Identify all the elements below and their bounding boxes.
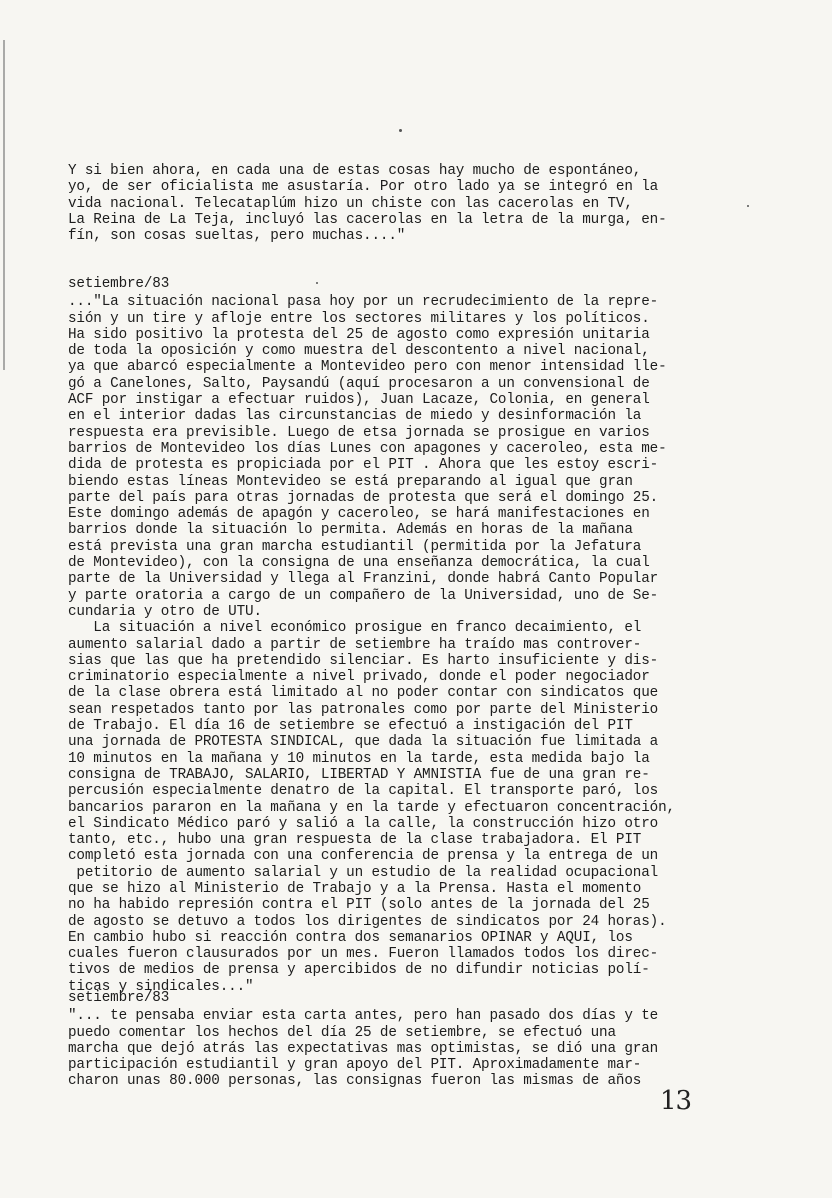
text-line: yo, de ser oficialista me asustaría. Por otro lado ya se integró en la — [68, 179, 659, 196]
text-line: petitorio de aumento salarial y un estudio de la realidad ocupacional — [68, 864, 659, 881]
text-line: de toda la oposición y como muestra del descontento a nivel nacional, — [68, 343, 650, 360]
text-line: puedo comentar los hechos del día 25 de setiembre, se efectuó una — [68, 1024, 616, 1041]
letter-date-heading: setiembre/83 — [68, 276, 170, 292]
text-line: "... te pensaba enviar esta carta antes, pero han pasado dos días y te — [68, 1008, 659, 1025]
text-line: parte de la Universidad y llega al Franzini, donde habrá Canto Popular — [68, 571, 659, 588]
text-line: de la clase obrera está limitado al no poder contar con sindicatos que — [68, 685, 659, 702]
text-line: biendo estas líneas Montevideo se está preparando al igual que gran — [68, 473, 633, 490]
letter-setiembre-1 — [68, 276, 720, 995]
text-line: completó esta jornada con una conferencia de prensa y la entrega de un — [68, 848, 659, 865]
text-line: tivos de medios de prensa y apercibidos de no difundir noticias polí- — [68, 962, 650, 979]
text-line: ACF por instigar a efectuar ruidos), Juan Lacaze, Colonia, en general — [68, 392, 650, 409]
text-line: barrios de Montevideo los días Lunes con apagones y caceroleo, esta me- — [68, 440, 667, 457]
letter-setiembre-2 — [68, 990, 720, 1090]
text-line: de Trabajo. El día 16 de setiembre se efectuó a instigación del PIT — [68, 718, 633, 735]
binding-mark — [3, 40, 5, 370]
ink-speck — [399, 129, 402, 132]
text-line: En cambio hubo si reacción contra dos semanarios OPINAR y AQUI, los — [68, 929, 633, 946]
text-line: consigna de TRABAJO, SALARIO, LIBERTAD Y AMNISTIA fue de una gran re- — [68, 766, 650, 783]
text-line: parte del país para otras jornadas de protesta que será el domingo 25. — [68, 489, 659, 506]
text-line: participación estudiantil y gran apoyo del PIT. Aproximadamente mar- — [68, 1057, 642, 1074]
text-line: marcha que dejó atrás las expectativas mas optimistas, se dió una gran — [68, 1040, 659, 1057]
text-line: criminatorio especialmente a nivel privado, donde el poder negociador — [68, 669, 650, 686]
text-line: dida de protesta es propiciada por el PIT . Ahora que les estoy escri- — [68, 457, 659, 474]
text-line: fín, son cosas sueltas, pero muchas...." — [68, 228, 406, 245]
text-line: y parte oratoria a cargo de un compañero de la Universidad, uno de Se- — [68, 587, 659, 604]
letter-date-heading: setiembre/83 — [68, 990, 170, 1006]
text-line: una jornada de PROTESTA SINDICAL, que dada la situación fue limitada a — [68, 734, 659, 751]
page-number: 13 — [660, 1086, 692, 1116]
letter-body — [68, 1008, 720, 1089]
text-line: tanto, etc., hubo una gran respuesta de la clase trabajadora. El PIT — [68, 832, 642, 849]
text-line: que se hizo al Ministerio de Trabajo y a la Prensa. Hasta el momento — [68, 880, 642, 897]
text-line: no ha habido represión contra el PIT (solo antes de la jornada del 25 — [68, 897, 650, 914]
text-line: La situación a nivel económico prosigue en franco decaimiento, el — [68, 620, 642, 637]
text-line: La Reina de La Teja, incluyó las cacerolas en la letra de la murga, en- — [68, 211, 667, 228]
text-line: ..."La situación nacional pasa hoy por un recrudecimiento de la repre- — [68, 294, 659, 311]
text-line: de Montevideo), con la consigna de una enseñanza democrática, la cual — [68, 555, 650, 572]
text-line: cundaria y otro de UTU. — [68, 603, 262, 620]
text-line: percusión especialmente denatro de la capital. El transporte paró, los — [68, 783, 659, 800]
text-line: sean respetados tanto por las patronales como por parte del Ministerio — [68, 701, 659, 718]
text-line: gó a Canelones, Salto, Paysandú (aquí procesaron a un convensional de — [68, 375, 650, 392]
text-line: ticas y sindicales..." — [68, 978, 254, 995]
letter-body — [68, 294, 720, 995]
text-line: ya que abarcó especialmente a Montevideo pero con menor intensidad lle- — [68, 359, 667, 376]
text-line: el Sindicato Médico paró y salió a la calle, la construcción hizo otro — [68, 815, 659, 832]
text-line: cuales fueron clausurados por un mes. Fueron llamados todos los direc- — [68, 946, 659, 963]
text-line: Este domingo además de apagón y caceroleo, se hará manifestaciones en — [68, 506, 650, 523]
text-line: Y si bien ahora, en cada una de estas cosas hay mucho de espontáneo, — [68, 163, 642, 179]
text-line: vida nacional. Telecataplúm hizo un chiste con las cacerolas en TV, — [68, 195, 633, 212]
text-line: charon unas 80.000 personas, las consignas fueron las mismas de años — [68, 1073, 642, 1090]
text-line: en el interior dadas las circunstancias de miedo y desinformación la — [68, 408, 642, 425]
ink-speck — [747, 205, 749, 207]
text-line: bancarios pararon en la mañana y en la tarde y efectuaron concentración, — [68, 799, 675, 816]
text-line: está prevista una gran marcha estudiantil (permitida por la Jefatura — [68, 538, 642, 555]
text-line: barrios donde la situación lo permita. Además en horas de la mañana — [68, 522, 633, 539]
text-line: de agosto se detuvo a todos los dirigentes de sindicatos por 24 horas). — [68, 913, 667, 930]
text-line: sión y un tire y afloje entre los sectores militares y los políticos. — [68, 310, 650, 327]
intro-paragraph — [68, 163, 720, 244]
text-line: aumento salarial dado a partir de setiembre ha traído mas controver- — [68, 636, 642, 653]
text-line: sias que las que ha pretendido silenciar. Es harto insuficiente y dis- — [68, 652, 659, 669]
text-line: Ha sido positivo la protesta del 25 de agosto como expresión unitaria — [68, 326, 650, 343]
text-line: respuesta era previsible. Luego de etsa jornada se prosigue en varios — [68, 424, 650, 441]
text-line: 10 minutos en la mañana y 10 minutos en la tarde, esta medida bajo la — [68, 750, 650, 767]
